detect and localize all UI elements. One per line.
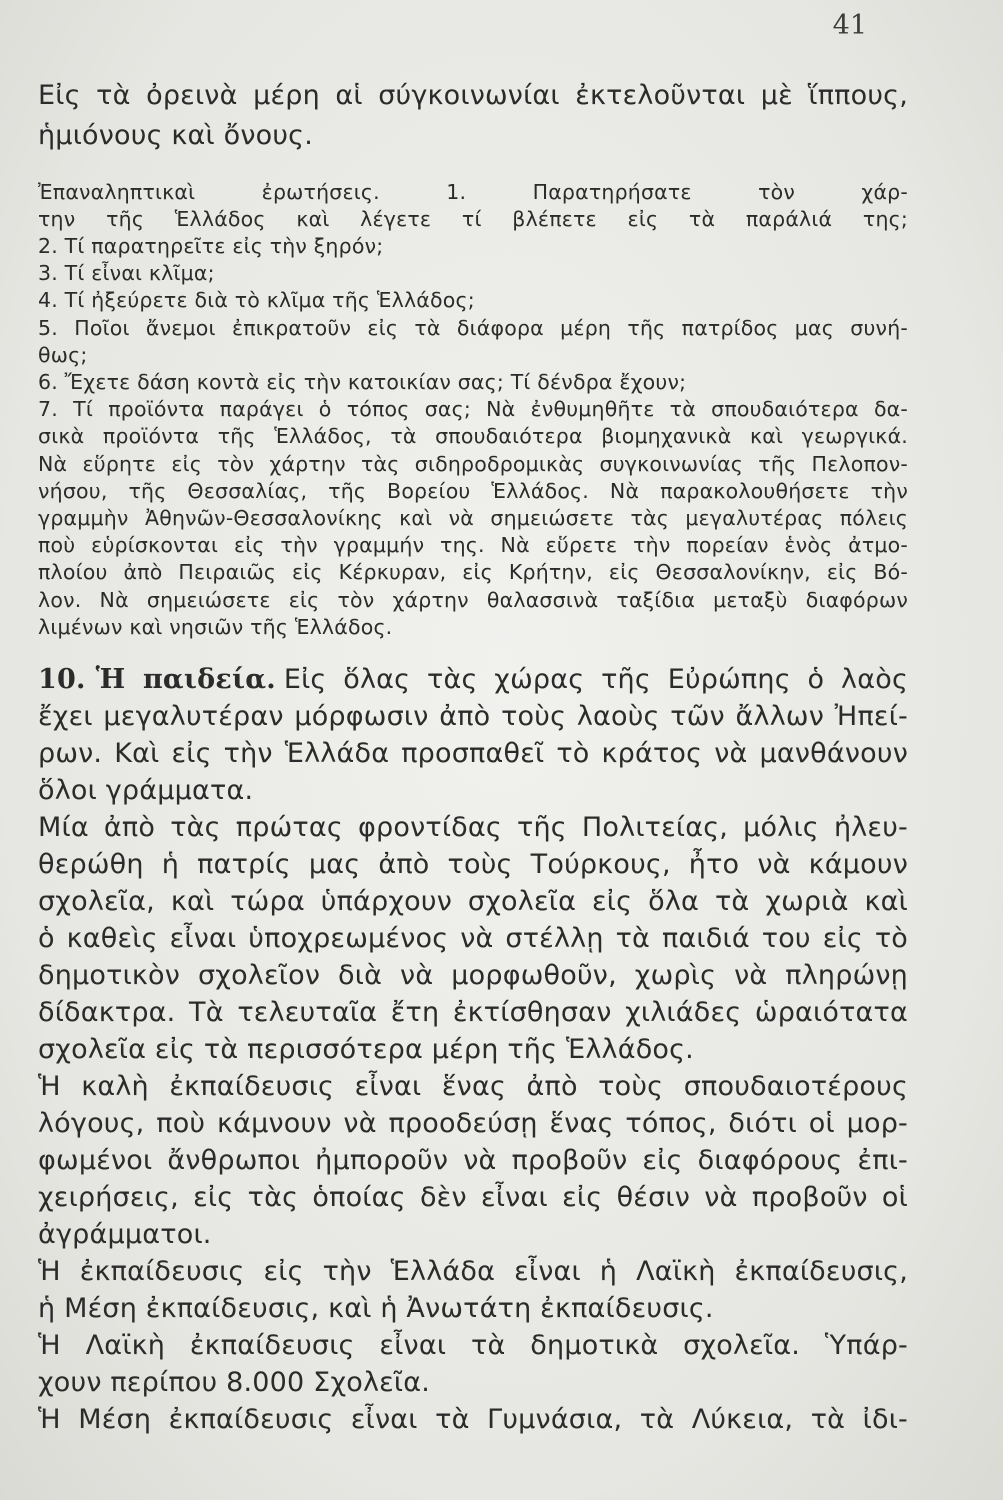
body-line-14: χειρήσεις, εἰς τὰς ὁποίας δὲν εἶναι εἰς θέσιν νὰ προβοῦν οἱ	[38, 1182, 908, 1213]
body-line-18: Ἡ Λαϊκὴ ἐκπαίδευσις εἶναι τὰ δημοτικὰ σχολεῖα. Ὑπάρ-	[38, 1330, 908, 1361]
section-number: 10.	[38, 664, 86, 695]
question-line-3: 2. Τί παρατηρεῖτε εἰς τὴν ξηρόν;	[38, 234, 384, 258]
question-line-16: λον. Νὰ σημειώσετε εἰς τὸν χάρτην θαλασσινὰ ταξίδια μεταξὺ διαφόρων	[38, 588, 908, 612]
body-line-9: δίδακτρα. Τὰ τελευταῖα ἔτη ἐκτίσθησαν χιλιάδες ὡραιότατα	[38, 997, 908, 1028]
body-line-2: ρων. Καὶ εἰς τὴν Ἑλλάδα προσπαθεῖ τὸ κράτος νὰ μανθάνουν	[38, 738, 908, 769]
question-line-15: πλοίου ἀπὸ Πειραιῶς εἰς Κέρκυραν, εἰς Κρήτην, εἰς Θεσσαλονίκην, εἰς Βό-	[38, 560, 908, 584]
body-line-12: λόγους, ποὺ κάμνουν νὰ προοδεύσῃ ἕνας τόπος, διότι οἱ μορ-	[38, 1108, 908, 1139]
body-line-1: ἔχει μεγαλυτέραν μόρφωσιν ἀπὸ τοὺς λαοὺς τῶν ἄλλων Ἠπεί-	[38, 701, 908, 732]
body-line-17: ἡ Μέση ἐκπαίδευσις, καὶ ἡ Ἀνωτάτη ἐκπαίδευσις.	[38, 1293, 714, 1324]
section-first-line-text: Εἰς ὅλας τὰς χώρας τῆς Εὐρώπης ὁ λαὸς	[283, 664, 908, 695]
question-line-2: την τῆς Ἑλλάδος καὶ λέγετε τί βλέπετε εἰς τὰ παράλιά της;	[38, 207, 908, 231]
question-line-9: 7. Τί προϊόντα παράγει ὁ τόπος σας; Νὰ ἐνθυμηθῆτε τὰ σπουδαιότερα δα-	[38, 397, 908, 421]
question-line-12: νήσου, τῆς Θεσσαλίας, τῆς Βορείου Ἑλλάδος. Νὰ παρακολουθήσετε τὴν	[38, 479, 908, 503]
section-title: Ἡ παιδεία.	[95, 664, 276, 695]
question-line-14: ποὺ εὑρίσκονται εἰς τὴν γραμμήν της. Νὰ εὕρετε τὴν πορείαν ἑνὸς ἀτμο-	[38, 533, 908, 557]
question-line-4: 3. Τί εἶναι κλῖμα;	[38, 261, 215, 285]
body-line-11: Ἡ καλὴ ἐκπαίδευσις εἶναι ἕνας ἀπὸ τοὺς σπουδαιοτέρους	[38, 1071, 908, 1102]
body-line-15: ἀγράμματοι.	[38, 1219, 212, 1250]
question-line-10: σικὰ προϊόντα τῆς Ἑλλάδος, τὰ σπουδαιότερα βιομηχανικὰ καὶ γεωργικά.	[38, 424, 908, 448]
body-line-8: δημοτικὸν σχολεῖον διὰ νὰ μορφωθοῦν, χωρὶς νὰ πληρώνῃ	[38, 960, 908, 991]
intro-line-2: ἡμιόνους καὶ ὄνους.	[38, 120, 313, 151]
question-line-1: Ἐπαναληπτικαὶ ἐρωτήσεις. 1. Παρατηρήσατε τὸν χάρ-	[38, 180, 908, 204]
question-line-13: γραμμὴν Ἀθηνῶν-Θεσσαλονίκης καὶ νὰ σημειώσετε τὰς μεγαλυτέρας πόλεις	[38, 506, 908, 530]
question-line-6: 5. Ποῖοι ἄνεμοι ἐπικρατοῦν εἰς τὰ διάφορα μέρη τῆς πατρίδος μας συνή-	[38, 316, 908, 340]
question-line-7: θως;	[38, 343, 88, 367]
body-line-10: σχολεῖα εἰς τὰ περισσότερα μέρη τῆς Ἑλλάδος.	[38, 1034, 694, 1065]
intro-line-1: Εἰς τὰ ὀρεινὰ μέρη αἱ σύγκοινωνίαι ἐκτελοῦνται μὲ ἵππους,	[38, 80, 908, 111]
body-line-6: σχολεῖα, καὶ τώρα ὑπάρχουν σχολεῖα εἰς ὅλα τὰ χωριὰ καὶ	[38, 886, 908, 917]
body-line-16: Ἡ ἐκπαίδευσις εἰς τὴν Ἑλλάδα εἶναι ἡ Λαϊκὴ ἐκπαίδευσις,	[38, 1256, 908, 1287]
body-line-20: Ἡ Μέση ἐκπαίδευσις εἶναι τὰ Γυμνάσια, τὰ Λύκεια, τὰ ἰδι-	[38, 1404, 908, 1435]
body-line-4: Μία ἀπὸ τὰς πρώτας φροντίδας τῆς Πολιτείας, μόλις ἠλευ-	[38, 812, 908, 843]
question-line-5: 4. Τί ἠξεύρετε διὰ τὸ κλῖμα τῆς Ἑλλάδος;	[38, 288, 475, 312]
body-line-19: χουν περίπου 8.000 Σχολεῖα.	[38, 1367, 431, 1398]
page-number: 41	[832, 10, 867, 41]
section-heading-line	[38, 664, 908, 695]
body-line-5: θερώθη ἡ πατρίς μας ἀπὸ τοὺς Τούρκους, ἦτο νὰ κάμουν	[38, 849, 908, 880]
question-line-17: λιμένων καὶ νησιῶν τῆς Ἑλλάδος.	[38, 615, 393, 639]
question-line-8: 6. Ἔχετε δάση κοντὰ εἰς τὴν κατοικίαν σας; Τί δένδρα ἔχουν;	[38, 370, 687, 394]
body-line-7: ὁ καθεὶς εἶναι ὑποχρεωμένος νὰ στέλλῃ τὰ παιδιά του εἰς τὸ	[38, 923, 908, 954]
body-line-13: φωμένοι ἄνθρωποι ἠμποροῦν νὰ προβοῦν εἰς διαφόρους ἐπι-	[38, 1145, 908, 1176]
question-line-11: Νὰ εὕρητε εἰς τὸν χάρτην τὰς σιδηροδρομικὰς συγκοινωνίας τῆς Πελοπον-	[38, 452, 908, 476]
body-line-3: ὅλοι γράμματα.	[38, 775, 254, 806]
